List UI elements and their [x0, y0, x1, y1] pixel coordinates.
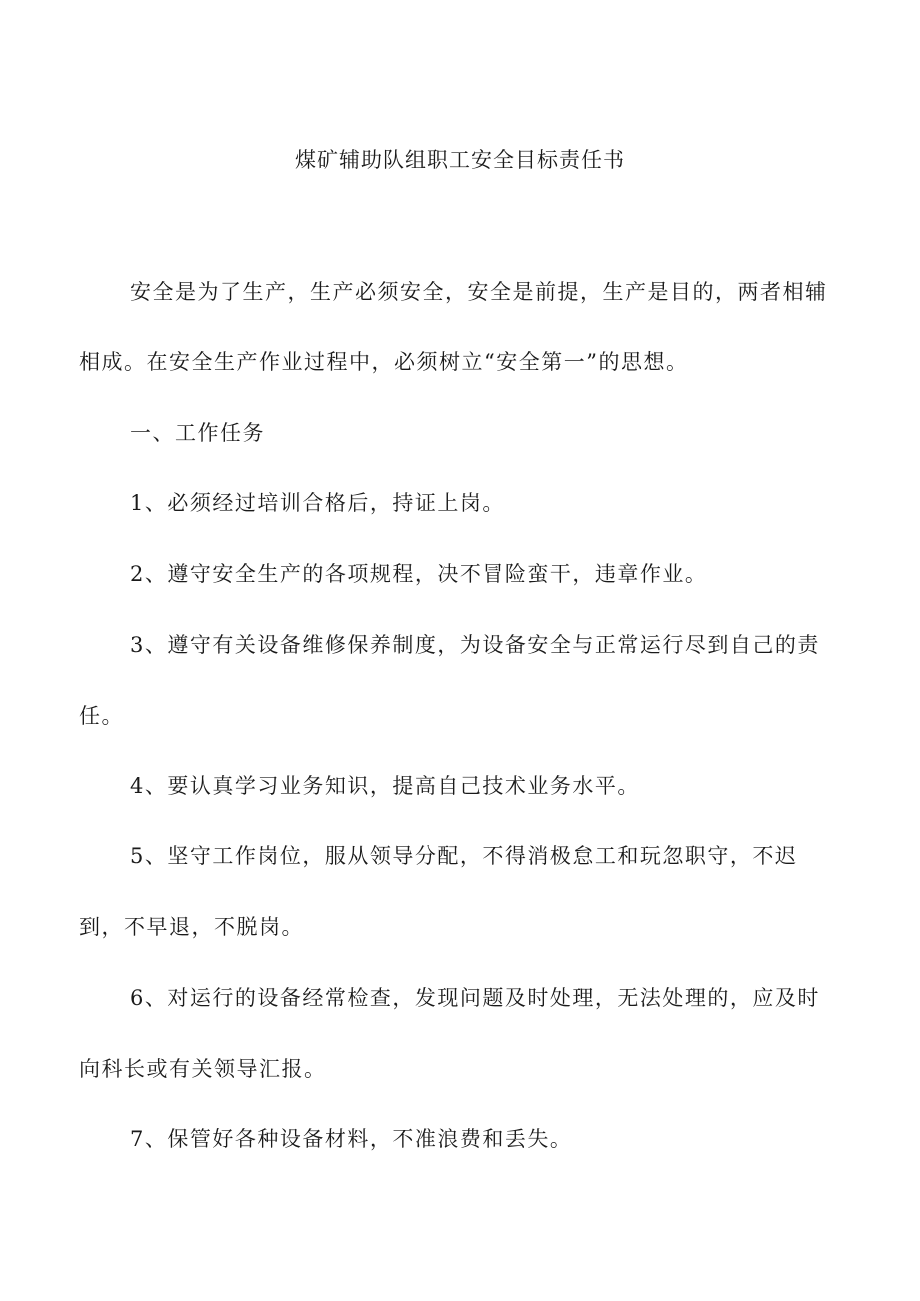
intro-line-1: 安全是为了生产，生产必须安全，安全是前提，生产是目的，两者相辅 [130, 280, 828, 304]
item-1: 1、必须经过培训合格后，持证上岗。 [130, 491, 505, 515]
item-5-line-1: 5、坚守工作岗位，服从领导分配，不得消极怠工和玩忽职守，不迟 [130, 844, 798, 868]
item-6-line-2: 向科长或有关领导汇报。 [79, 1057, 327, 1081]
section-heading: 一、工作任务 [130, 421, 265, 445]
document-title: 煤矿辅助队组职工安全目标责任书 [295, 148, 625, 172]
item-7: 7、保管好各种设备材料，不准浪费和丢失。 [130, 1127, 573, 1151]
item-3-line-1: 3、遵守有关设备维修保养制度，为设备安全与正常运行尽到自己的责 [130, 633, 820, 657]
item-3-line-2: 任。 [79, 704, 124, 728]
intro-line-2: 相成。在安全生产作业过程中，必须树立“安全第一”的思想。 [79, 350, 689, 374]
item-4: 4、要认真学习业务知识，提高自己技术业务水平。 [130, 774, 640, 798]
item-6-line-1: 6、对运行的设备经常检查，发现问题及时处理，无法处理的，应及时 [130, 986, 820, 1010]
item-2: 2、遵守安全生产的各项规程，决不冒险蛮干，违章作业。 [130, 562, 708, 586]
item-5-line-2: 到，不早退，不脱岗。 [79, 915, 304, 939]
